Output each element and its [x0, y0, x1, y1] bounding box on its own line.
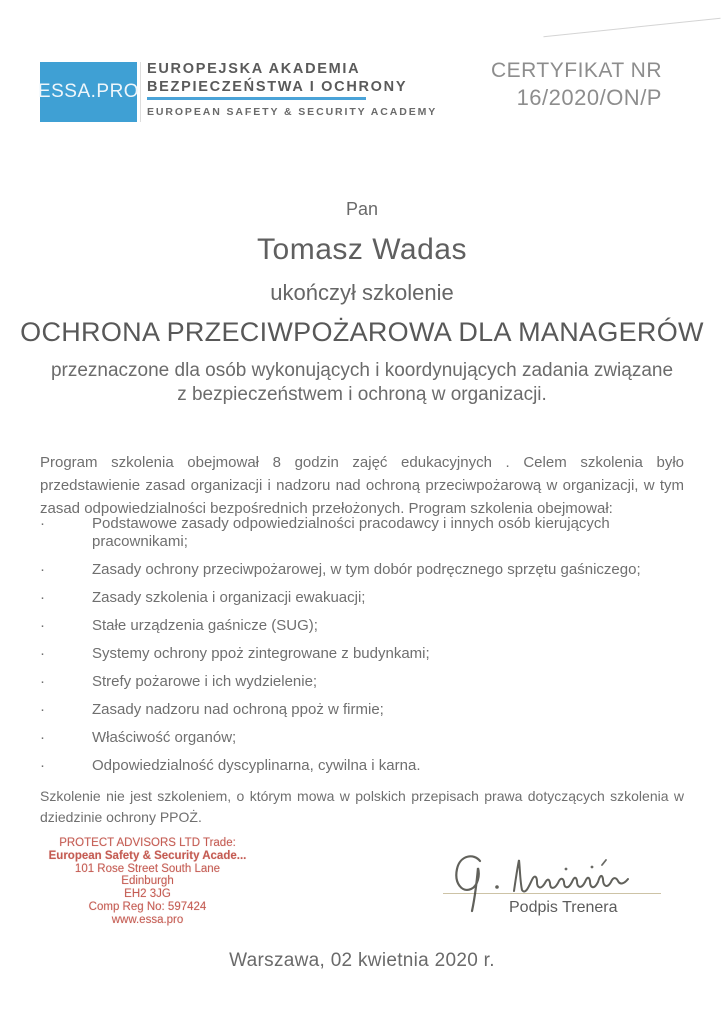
program-item: · Właściwość organów; — [40, 729, 684, 747]
salutation: Pan — [345, 199, 379, 219]
scan-scratch-line — [543, 18, 720, 38]
organization-name — [147, 60, 407, 96]
stamp-line: PROTECT ADVISORS LTD Trade: — [59, 837, 236, 849]
program-item: · Zasady ochrony przeciwpożarowej, w tym dobór podręcznego sprzętu gaśniczego; — [40, 561, 684, 579]
essa-pro-logo — [37, 62, 140, 122]
program-item: · Zasady szkolenia i organizacji ewakuacji; — [40, 589, 684, 607]
disclaimer-note: Szkolenie nie jest szkoleniem, o którym mowa w polskich przepisach prawa dotyczących szkolenia w dziedzinie ochrony PPOŻ. — [40, 788, 684, 825]
program-item: · Podstawowe zasady odpowiedzialności pracodawcy i innych osób kierujących pracownikami; — [40, 515, 684, 550]
recipient-name: Tomasz Wadas — [257, 233, 467, 266]
program-item: · Zasady nadzoru nad ochroną ppoż w firmie; — [40, 701, 684, 719]
stamp-line: www.essa.pro — [111, 913, 184, 926]
program-item: · Strefy pożarowe i ich wydzielenie; — [40, 673, 684, 691]
stamp-line: Edinburgh — [121, 875, 174, 888]
organization-name-line1: EUROPEJSKA AKADEMIA — [147, 61, 361, 77]
program-item: · Odpowiedzialność dyscyplinarna, cywilna i karna. — [40, 757, 684, 775]
program-list — [40, 515, 684, 785]
logo-box-edge-shadow — [140, 62, 141, 122]
completed-text: ukończył szkolenie — [270, 280, 454, 305]
certificate-number-block — [491, 57, 662, 111]
course-subtitle — [0, 359, 724, 407]
program-item: · Systemy ochrony ppoż zintegrowane z budynkami; — [40, 645, 684, 663]
certificate-number-value: 16/2020/ON/P — [516, 85, 662, 110]
signature-label: Podpis Trenera — [509, 899, 618, 916]
course-subtitle-line1: przeznaczone dla osób wykonujących i koordynujących zadania związane — [50, 360, 674, 381]
course-subtitle-line2: z bezpieczeństwem i ochroną w organizacji. — [177, 384, 547, 405]
organization-name-line2: BEZPIECZEŃSTWA I OCHRONY — [147, 79, 408, 95]
stamp-line: European Safety & Security Acade... — [48, 849, 247, 862]
stamp-line: 101 Rose Street South Lane — [74, 862, 221, 875]
logo-text: ESSA.PRO — [37, 81, 140, 102]
stamp-line: Comp Reg No: 597424 — [88, 900, 207, 913]
logo-divider-rule — [147, 97, 366, 100]
place-and-date: Warszawa, 02 kwietnia 2020 r. — [229, 950, 495, 971]
program-item: · Stałe urządzenia gaśnicze (SUG); — [40, 617, 684, 635]
certificate-number-label: CERTYFIKAT NR — [490, 59, 662, 82]
stamp-line: EH2 3JG — [124, 888, 171, 901]
course-title: OCHRONA PRZECIWPOŻAROWA DLA MANAGERÓW — [20, 317, 704, 347]
program-intro: Program szkolenia obejmował 8 godzin zajęć edukacyjnych . Celem szkolenia było przedstawienie zasad organizacji i nadzoru nad ochroną przeciwpożarową w organizacji, w tym zasad odpowiedzialności bezpośrednich przełożonych. Program szkolenia obejmował: — [40, 454, 684, 517]
organization-subtitle: EUROPEAN SAFETY & SECURITY ACADEMY — [147, 106, 438, 118]
company-stamp — [45, 837, 250, 927]
